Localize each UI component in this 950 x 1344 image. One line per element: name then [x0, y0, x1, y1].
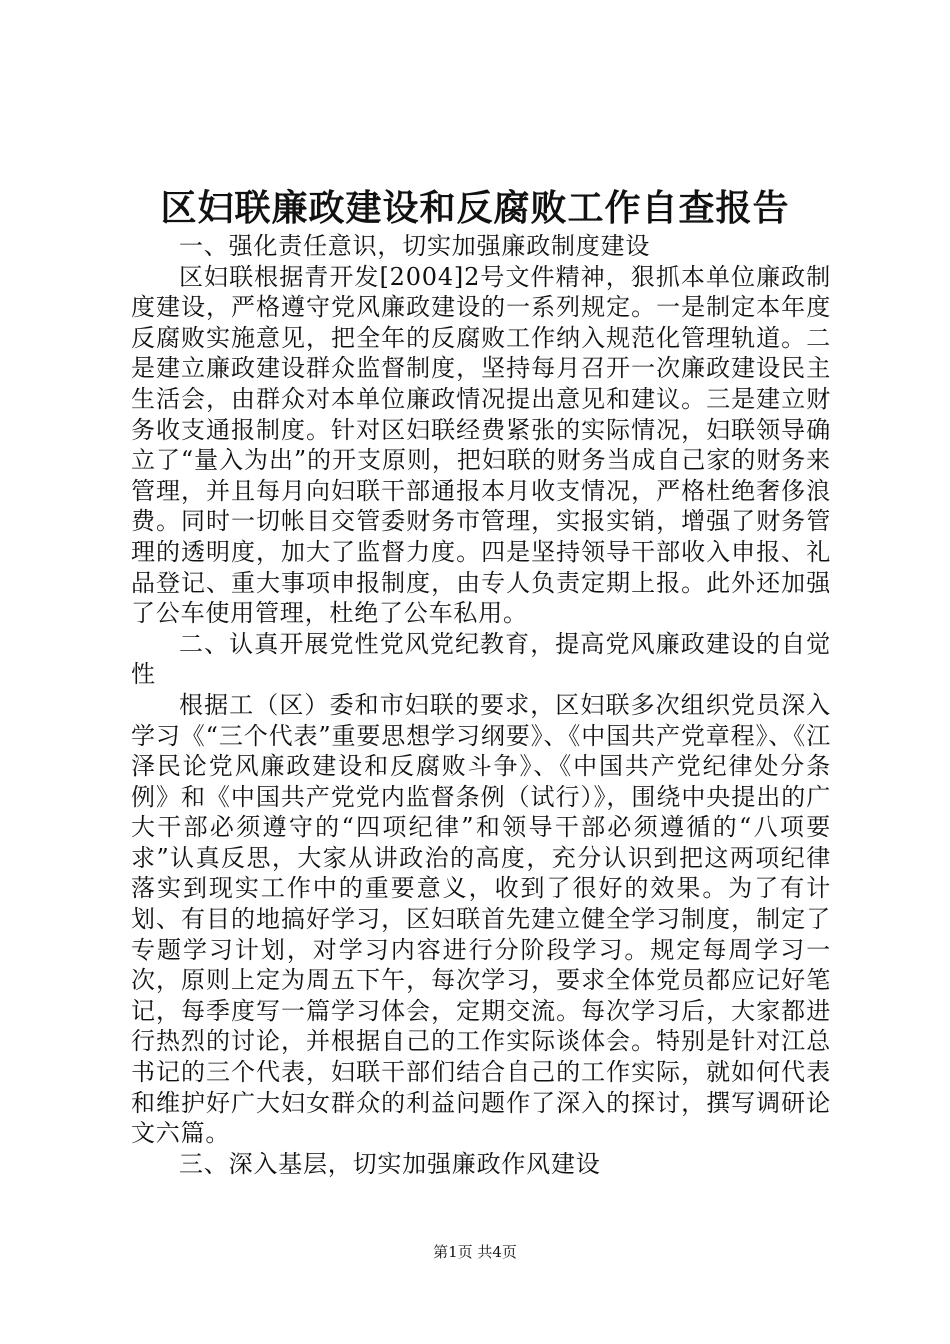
- page-number-footer: 第1页 共4页: [433, 1243, 517, 1261]
- body-paragraph-1: 区妇联根据青开发[2004]2号文件精神，狠抓本单位廉政制度建设，严格遵守党风廉政建设的一系列规定。一是制定本年度反腐败实施意见，把全年的反腐败工作纳入规范化管理轨道。二是建立廉政建设群众监督制度，坚持每月召开一次廉政建设民主生活会，由群众对本单位廉政情况提出意见和建议。三是建立财务收支通报制度。针对区妇联经费紧张的实际情况，妇联领导确立了“量入为出”的开支原则，把妇联的财务当成自己家的财务来管理，并且每月向妇联干部通报本月收支情况，严格杜绝奢侈浪费。同时一切帐目交管委财务市管理，实报实销，增强了财务管理的透明度，加大了监督力度。四是坚持领导干部收入申报、礼品登记、重大事项申报制度，由专人负责定期上报。此外还加强了公车使用管理，杜绝了公车私用。: [131, 262, 831, 628]
- section-heading-2: 二、认真开展党性党风党纪教育，提高党风廉政建设的自觉性: [131, 629, 831, 689]
- body-paragraph-2: 根据工（区）委和市妇联的要求，区妇联多次组织党员深入学习《“三个代表”重要思想学习纲要》、《中国共产党章程》、《江泽民论党风廉政建设和反腐败斗争》、《中国共产党纪律处分条例》和《中国共产党党内监督条例（试行）》，围绕中央提出的广大干部必须遵守的“四项纪律”和领导干部必须遵循的“八项要求”认真反思，大家从讲政治的高度，充分认识到把这两项纪律落实到现实工作中的重要意义，收到了很好的效果。为了有计划、有目的地搞好学习，区妇联首先建立健全学习制度，制定了专题学习计划，对学习内容进行分阶段学习。规定每周学习一次，原则上定为周五下午，每次学习，要求全体党员都应记好笔记，每季度写一篇学习体会，定期交流。每次学习后，大家都进行热烈的讨论，并根据自己的工作实际谈体会。特别是针对江总书记的三个代表，妇联干部们结合自己的工作实际，就如何代表和维护好广大妇女群众的利益问题作了深入的探讨，撰写调研论文六篇。: [131, 690, 831, 1148]
- document-body: [131, 231, 831, 1179]
- section-heading-1: 一、强化责任意识，切实加强廉政制度建设: [179, 232, 651, 260]
- section-heading-3: 三、深入基层，切实加强廉政作风建设: [179, 1149, 601, 1178]
- document-title: 区妇联廉政建设和反腐败工作自查报告: [160, 187, 790, 229]
